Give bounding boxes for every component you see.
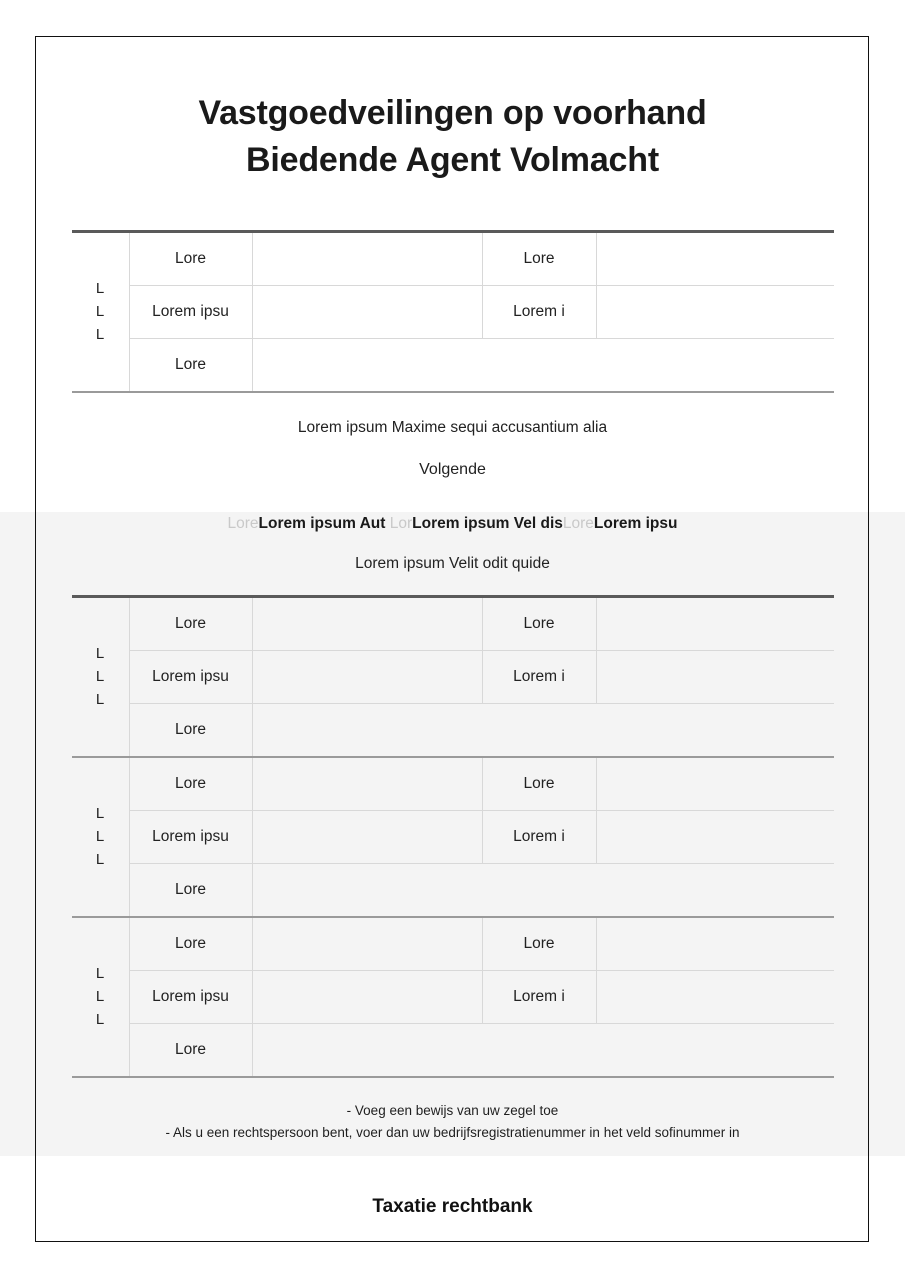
cell-label-right-row2: Lorem i xyxy=(482,810,596,863)
cell-label-right-row1: Lore xyxy=(482,231,596,285)
table-row xyxy=(72,338,834,392)
gray-section-heading xyxy=(0,479,905,533)
side-label-line-3: L xyxy=(95,326,105,344)
cell-value-right-row2[interactable] xyxy=(596,970,834,1023)
side-label-line-1: L xyxy=(95,279,105,297)
heading-part-6: Lorem ipsu xyxy=(593,514,678,532)
table-row xyxy=(72,863,834,916)
table-row xyxy=(72,285,834,338)
table-row xyxy=(72,970,834,1023)
cell-label-right-row2: Lorem i xyxy=(482,970,596,1023)
cell-value-right-row1[interactable] xyxy=(596,917,834,971)
cell-label-left-row2: Lorem ipsu xyxy=(129,970,252,1023)
cell-label-left-row1: Lore xyxy=(129,917,252,971)
cell-value-left-row2[interactable] xyxy=(252,650,482,703)
cell-value-left-row2[interactable] xyxy=(252,810,482,863)
cell-value-full-row3[interactable] xyxy=(252,338,834,392)
cell-label-right-row1: Lore xyxy=(482,757,596,811)
page-title-line-2: Biedende Agent Volmacht xyxy=(246,140,659,179)
cell-value-right-row2[interactable] xyxy=(596,650,834,703)
table-row xyxy=(72,1023,834,1077)
gray-form-table-wrap xyxy=(72,595,834,1078)
heading-part-5: Lore xyxy=(562,514,594,532)
heading-part-4: Lorem ipsum Vel dis xyxy=(412,514,563,532)
form-block xyxy=(72,230,834,393)
cell-label-left-row1: Lore xyxy=(129,596,252,650)
table-row xyxy=(72,231,834,285)
cell-value-full-row3[interactable] xyxy=(252,703,834,756)
gray-section-subheading: Lorem ipsum Velit odit quide xyxy=(355,554,550,572)
cell-label-left-row1: Lore xyxy=(129,757,252,811)
cell-value-right-row1[interactable] xyxy=(596,596,834,650)
side-label-line-3: L xyxy=(95,851,105,869)
cell-value-left-row1[interactable] xyxy=(252,231,482,285)
table-row xyxy=(72,757,834,811)
cell-label-left-row3: Lore xyxy=(129,863,252,916)
footer-title: Taxatie rechtbank xyxy=(372,1195,533,1217)
cell-value-full-row3[interactable] xyxy=(252,1023,834,1077)
cell-label-left-row2: Lorem ipsu xyxy=(129,285,252,338)
cell-value-left-row2[interactable] xyxy=(252,285,482,338)
side-label-line-1: L xyxy=(95,804,105,822)
row-group-side-label xyxy=(72,596,130,756)
cell-value-left-row1[interactable] xyxy=(252,596,482,650)
cell-value-left-row2[interactable] xyxy=(252,970,482,1023)
side-label-line-1: L xyxy=(95,644,105,662)
footnotes xyxy=(0,1078,905,1144)
top-note-1: Lorem ipsum Maxime sequi accusantium alia xyxy=(297,418,608,436)
cell-label-left-row3: Lore xyxy=(129,703,252,756)
cell-label-right-row1: Lore xyxy=(482,917,596,971)
cell-label-right-row2: Lorem i xyxy=(482,285,596,338)
form-block xyxy=(72,916,834,1078)
side-label-line-2: L xyxy=(95,988,105,1006)
row-group-side-label xyxy=(72,757,130,916)
form-block xyxy=(72,756,834,916)
form-block xyxy=(72,595,834,756)
page-title xyxy=(0,0,905,184)
cell-value-left-row1[interactable] xyxy=(252,757,482,811)
side-label-line-2: L xyxy=(95,668,105,686)
table-row xyxy=(72,703,834,756)
heading-part-1: Lore xyxy=(227,514,259,532)
cell-label-left-row3: Lore xyxy=(129,338,252,392)
table-row xyxy=(72,917,834,971)
cell-value-right-row2[interactable] xyxy=(596,810,834,863)
top-form-table-wrap xyxy=(72,230,834,393)
cell-label-left-row2: Lorem ipsu xyxy=(129,650,252,703)
cell-label-right-row2: Lorem i xyxy=(482,650,596,703)
row-group-side-label xyxy=(72,917,130,1077)
cell-label-left-row2: Lorem ipsu xyxy=(129,810,252,863)
heading-part-2: Lorem ipsum Aut xyxy=(258,514,390,532)
cell-value-right-row1[interactable] xyxy=(596,757,834,811)
table-row xyxy=(72,650,834,703)
side-label-line-1: L xyxy=(95,964,105,982)
table-row xyxy=(72,596,834,650)
footnote-line-1: - Voeg een bewijs van uw zegel toe xyxy=(346,1102,559,1118)
heading-part-3: Lor xyxy=(389,514,413,532)
cell-value-left-row1[interactable] xyxy=(252,917,482,971)
footnote-line-2: - Als u een rechtspersoon bent, voer dan uw bedrijfsregistratienummer in het veld sofinummer in xyxy=(165,1124,740,1140)
side-label-line-2: L xyxy=(95,303,105,321)
cell-label-left-row1: Lore xyxy=(129,231,252,285)
cell-value-right-row1[interactable] xyxy=(596,231,834,285)
table-row xyxy=(72,810,834,863)
cell-value-right-row2[interactable] xyxy=(596,285,834,338)
cell-label-left-row3: Lore xyxy=(129,1023,252,1077)
side-label-line-2: L xyxy=(95,828,105,846)
side-label-line-3: L xyxy=(95,691,105,709)
row-group-side-label xyxy=(72,231,130,392)
side-label-line-3: L xyxy=(95,1011,105,1029)
top-note-2: Volgende xyxy=(419,460,486,478)
page-title-line-1: Vastgoedveilingen op voorhand xyxy=(198,94,707,132)
cell-value-full-row3[interactable] xyxy=(252,863,834,916)
cell-label-right-row1: Lore xyxy=(482,596,596,650)
